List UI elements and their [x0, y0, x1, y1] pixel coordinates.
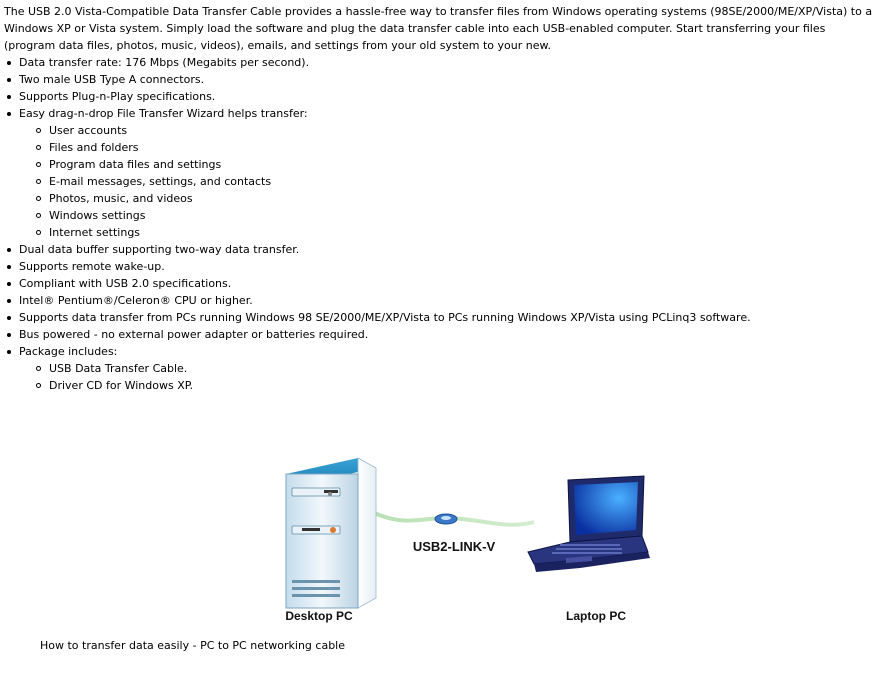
wizard-sublist	[19, 122, 874, 241]
wizard-item: Windows settings	[19, 207, 874, 224]
wizard-item: Internet settings	[19, 224, 874, 241]
feature-item: Supports Plug-n-Play specifications.	[4, 88, 874, 105]
feature-item	[4, 105, 874, 241]
feature-text: Package includes:	[19, 345, 118, 358]
laptop-icon	[528, 476, 650, 572]
feature-item: Data transfer rate: 176 Mbps (Megabits per second).	[4, 54, 874, 71]
usb-link-icon	[435, 514, 457, 524]
cable-model-label: USB2-LINK-V	[412, 539, 496, 554]
feature-item: Supports data transfer from PCs running Windows 98 SE/2000/ME/XP/Vista to PCs running Windows XP/Vista using PCLinq3 software.	[4, 309, 874, 326]
intro-paragraph: The USB 2.0 Vista-Compatible Data Transfer Cable provides a hassle-free way to transfer files from Windows operating systems (98SE/2000/ME/XP/Vista) to a Windows XP or Vista system. Simply load the software and plug the data transfer cable into each USB-enabled computer. Start transferring your files (program data files, photos, music, videos), emails, and settings from your old system to your new.	[4, 5, 873, 52]
feature-item: Compliant with USB 2.0 specifications.	[4, 275, 874, 292]
desktop-pc-label: Desktop PC	[285, 609, 353, 623]
desktop-tower-icon	[286, 458, 376, 608]
feature-item	[4, 343, 874, 394]
wizard-item: E-mail messages, settings, and contacts	[19, 173, 874, 190]
laptop-pc-label: Laptop PC	[566, 609, 626, 623]
image-caption: How to transfer data easily - PC to PC networking cable	[40, 639, 346, 652]
wizard-item: Photos, music, and videos	[19, 190, 874, 207]
feature-item: Bus powered - no external power adapter or batteries required.	[4, 326, 874, 343]
package-item: Driver CD for Windows XP.	[19, 377, 874, 394]
feature-item: Dual data buffer supporting two-way data transfer.	[4, 241, 874, 258]
feature-item: Two male USB Type A connectors.	[4, 71, 874, 88]
feature-list	[4, 54, 874, 394]
feature-item: Supports remote wake-up.	[4, 258, 874, 275]
wizard-item: Files and folders	[19, 139, 874, 156]
wizard-item: Program data files and settings	[19, 156, 874, 173]
feature-text: Easy drag-n-drop File Transfer Wizard helps transfer:	[19, 107, 308, 120]
pc-to-pc-diagram	[0, 440, 876, 640]
package-sublist	[19, 360, 874, 394]
product-description	[4, 3, 874, 394]
package-item: USB Data Transfer Cable.	[19, 360, 874, 377]
connection-illustration	[0, 440, 876, 640]
wizard-item: User accounts	[19, 122, 874, 139]
feature-item: Intel® Pentium®/Celeron® CPU or higher.	[4, 292, 874, 309]
